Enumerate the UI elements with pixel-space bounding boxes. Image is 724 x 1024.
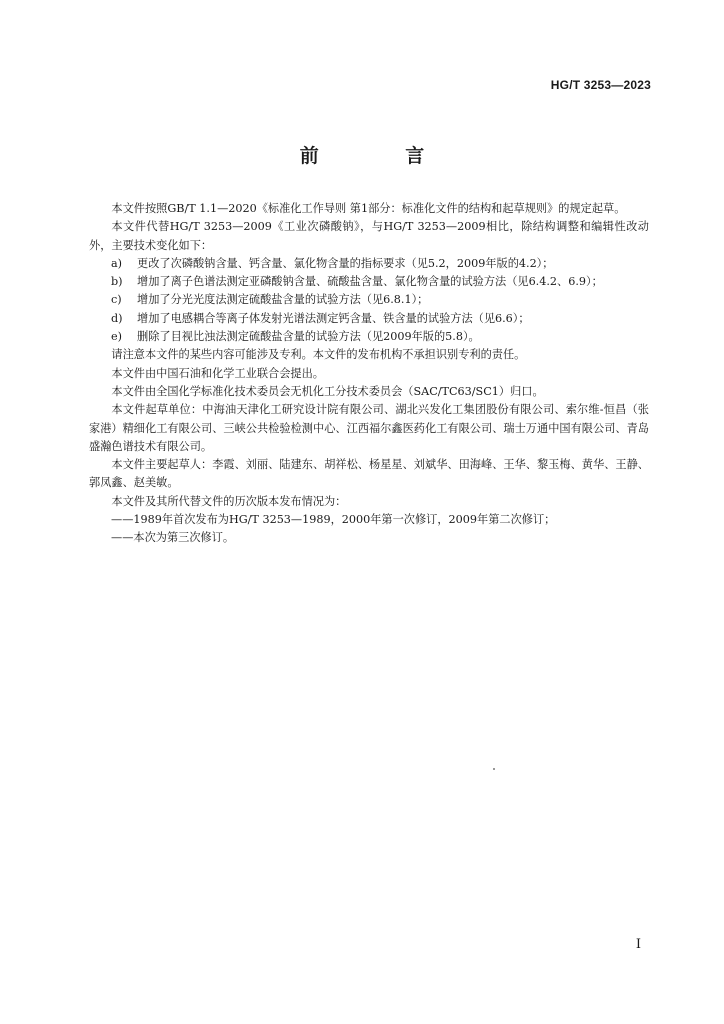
list-item-label: a) <box>111 256 123 270</box>
foreword-body <box>89 200 649 548</box>
paragraph-drafting-units: 本文件起草单位：中海油天津化工研究设计院有限公司、湖北兴发化工集团股份有限公司、索尔维-恒昌（张家港）精细化工有限公司、三峡公共检验检测中心、江西福尔鑫医药化工有限公司、瑞士万通中国有限公司、青岛盛瀚色谱技术有限公司。 <box>89 403 649 453</box>
paragraph-patent-notice: 请注意本文件的某些内容可能涉及专利。本文件的发布机构不承担识别专利的责任。 <box>111 348 526 362</box>
list-item-label: d) <box>111 311 123 325</box>
paragraph-history-intro: 本文件及其所代替文件的历次版本发布情况为： <box>111 494 347 508</box>
list-item-text: 更改了次磷酸钠含量、钙含量、氯化物含量的指标要求（见5.2，2009年版的4.2）； <box>137 256 554 270</box>
list-item-text: 删除了目视比浊法测定硫酸盐含量的试验方法（见2009年版的5.8）。 <box>137 330 480 344</box>
list-item-label: c) <box>111 293 122 307</box>
list-item <box>89 328 649 346</box>
list-item-text: 增加了电感耦合等离子体发射光谱法测定钙含量、铁含量的试验方法（见6.6）； <box>137 311 530 325</box>
page-number: I <box>635 937 641 952</box>
paragraph-replacement: 本文件代替HG/T 3253—2009《工业次磷酸钠》，与HG/T 3253—2009相比，除结构调整和编辑性改动外，主要技术变化如下： <box>89 220 649 252</box>
history-item: ——本次为第三次修订。 <box>111 531 235 545</box>
paragraph-drafters: 本文件主要起草人：李霞、刘丽、陆建东、胡祥松、杨星星、刘斌华、田海峰、王华、黎玉梅、黄华、王静、郭凤鑫、赵美敏。 <box>89 458 649 490</box>
scan-speck <box>493 768 495 770</box>
history-item: ——1989年首次发布为HG/T 3253—1989，2000年第一次修订，2009年第二次修订； <box>111 513 556 527</box>
page-title: 前 言 <box>299 145 465 167</box>
list-item <box>89 291 649 309</box>
list-item <box>89 310 649 328</box>
standard-code: HG/T 3253—2023 <box>550 78 651 92</box>
list-item-label: e) <box>111 330 122 344</box>
paragraph-proposer: 本文件由中国石油和化学工业联合会提出。 <box>111 366 324 380</box>
paragraph-drafting-rules: 本文件按照GB/T 1.1—2020《标准化工作导则 第1部分：标准化文件的结构和起草规则》的规定起草。 <box>111 202 626 215</box>
list-item-text: 增加了分光光度法测定硫酸盐含量的试验方法（见6.8.1）； <box>137 293 429 307</box>
paragraph-committee: 本文件由全国化学标准化技术委员会无机化工分技术委员会（SAC/TC63/SC1）归口。 <box>111 384 544 398</box>
list-item <box>89 273 649 291</box>
list-item-text: 增加了离子色谱法测定亚磷酸钠含量、硫酸盐含量、氯化物含量的试验方法（见6.4.2、6.9）； <box>137 275 603 289</box>
list-item-label: b) <box>111 275 123 289</box>
list-item <box>89 255 649 273</box>
